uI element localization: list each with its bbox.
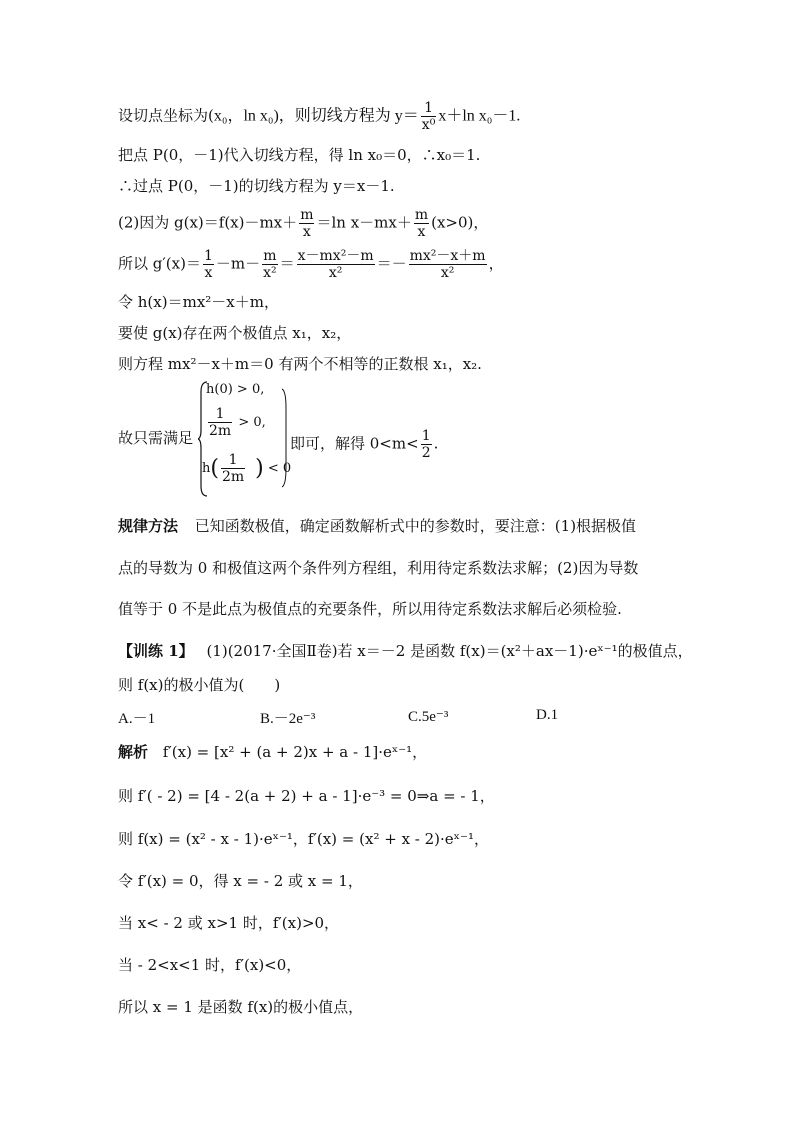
fraction-denominator: x (204, 265, 213, 281)
line-1 (118, 100, 520, 133)
fraction-denominator: 2 (421, 445, 431, 461)
right-bracket-icon (282, 388, 288, 488)
fraction-denominator: 2m (209, 423, 232, 439)
option-d: D.1 (536, 707, 559, 723)
fraction-numerator: x－mx²－m (297, 248, 374, 264)
method-line-3: 值等于 0 不是此点为极值点的充要条件，所以用待定系数法求解后必须检验. (118, 600, 622, 618)
line-4 (118, 207, 488, 240)
line-5-mid: －m－ (215, 254, 261, 273)
fraction-denominator: 2m (221, 469, 245, 485)
fraction-denominator: x⁰ (421, 117, 436, 133)
training-line-2: 则 f(x)的极小值为( ) (118, 676, 281, 694)
condition-3-fraction (221, 452, 245, 485)
training-label: 【训练 1】 (118, 642, 194, 660)
condition-2 (206, 406, 266, 439)
line-9-post (290, 428, 438, 461)
fraction-denominator: x² (328, 265, 343, 281)
line-5-fraction-1 (203, 248, 214, 281)
line-4-mid: ＝ln x－mx＋ (316, 213, 412, 232)
fraction-numerator: mx²－x＋m (409, 248, 486, 264)
fraction-numerator: 1 (203, 248, 213, 264)
line-1-post: x＋ln x₀－1. (438, 107, 521, 125)
method-text-1: 已知函数极值，确定函数解析式中的参数时，要注意：(1)根据极值 (194, 517, 637, 535)
line-1-math: x₀，ln x₀)，则切线方程为 y＝ (213, 107, 419, 125)
line-9-result: 即可，解得 0<m< (290, 434, 419, 453)
line-4-fraction-1 (299, 207, 314, 240)
solution-line-6: 当 - 2<x<1 时，f′(x)<0， (118, 956, 302, 974)
line-5 (118, 248, 504, 281)
line-5-fraction-2 (262, 248, 278, 281)
line-2: 把点 P(0，－1)代入切线方程，得 ln x₀＝0，∴x₀＝1. (118, 146, 481, 164)
fraction-numerator: 1 (221, 452, 245, 469)
option-a: A.－1 (118, 711, 156, 727)
option-b: B.－2e⁻³ (260, 711, 316, 727)
fraction-numerator: m (263, 248, 277, 264)
option-c: C.5e⁻³ (408, 709, 449, 725)
condition-3 (202, 452, 291, 485)
solution-text-1: f′(x) = [x² + (a + 2)x + a - 1]·eˣ⁻¹， (162, 743, 428, 761)
left-paren-icon: ( (210, 456, 219, 481)
line-9-fraction (421, 428, 432, 461)
line-5-fraction-3 (297, 248, 375, 281)
line-8: 则方程 mx²－x＋m＝0 有两个不相等的正数根 x₁，x₂. (118, 355, 482, 373)
line-5-post: ， (488, 254, 504, 273)
condition-3-h: h (202, 461, 211, 476)
method-label: 规律方法 (118, 517, 179, 535)
solution-line-5: 当 x< - 2 或 x>1 时，f′(x)>0， (118, 914, 340, 932)
training-line-1 (118, 641, 693, 661)
condition-3-rest: < 0 (267, 461, 292, 476)
line-7: 要使 g(x)存在两个极值点 x₁，x₂， (118, 324, 352, 342)
line-6: 令 h(x)＝mx²－x＋m， (118, 293, 279, 311)
solution-line-2: 则 f′( - 2) = [4 - 2(a + 2) + a - 1]·e⁻³ = 0⇒a = - 1， (118, 787, 495, 805)
method-line-2: 点的导数为 0 和极值这两个条件列方程组，利用待定系数法求解；(2)因为导数 (118, 559, 639, 577)
solution-line-4: 令 f′(x) = 0，得 x = - 2 或 x = 1， (118, 872, 363, 890)
method-line-1 (118, 516, 636, 536)
fraction-numerator: m (300, 207, 314, 223)
condition-2-fraction (208, 406, 232, 439)
line-5-eq-1: ＝ (279, 254, 295, 273)
training-text-1: (1)(2017·全国Ⅱ卷)若 x＝－2 是函数 f(x)＝(x²＋ax－1)·eˣ⁻¹的极值点， (206, 642, 693, 660)
line-5-eq-2: ＝－ (376, 254, 407, 273)
line-9-end: . (433, 434, 439, 453)
solution-line-1 (118, 742, 427, 762)
fraction-denominator: x² (440, 265, 455, 281)
line-3: ∴过点 P(0，－1)的切线方程为 y＝x－1. (118, 177, 395, 195)
line-5-fraction-4 (409, 248, 487, 281)
solution-line-3: 则 f(x) = (x² - x - 1)·eˣ⁻¹，f′(x) = (x² + x - 2)·eˣ⁻¹， (118, 830, 489, 848)
line-4-post: (x>0)， (431, 213, 489, 232)
fraction-numerator: m (414, 207, 429, 223)
fraction-denominator: x² (263, 265, 277, 281)
condition-2-rest: > 0, (238, 415, 266, 430)
line-9-pre: 故只需满足 (118, 429, 194, 447)
fraction-numerator: 1 (421, 100, 437, 117)
line-4-fraction-2 (414, 207, 429, 240)
right-paren-icon: ) (255, 456, 264, 481)
condition-1: h(0) > 0, (206, 382, 265, 397)
fraction-numerator: 1 (421, 428, 431, 444)
line-4-pre: (2)因为 g(x)＝f(x)－mx＋ (118, 213, 298, 232)
line-1-pre: 设切点坐标为( (118, 106, 214, 125)
conditions-system (198, 380, 292, 498)
solution-label: 解析 (118, 743, 149, 761)
solution-line-7: 所以 x = 1 是函数 f(x)的极小值点， (118, 998, 364, 1016)
line-1-fraction (421, 100, 437, 133)
fraction-denominator: x (417, 224, 426, 240)
fraction-denominator: x (302, 224, 311, 240)
fraction-numerator: 1 (208, 406, 232, 423)
line-5-pre: 所以 g′(x)＝ (118, 254, 201, 273)
